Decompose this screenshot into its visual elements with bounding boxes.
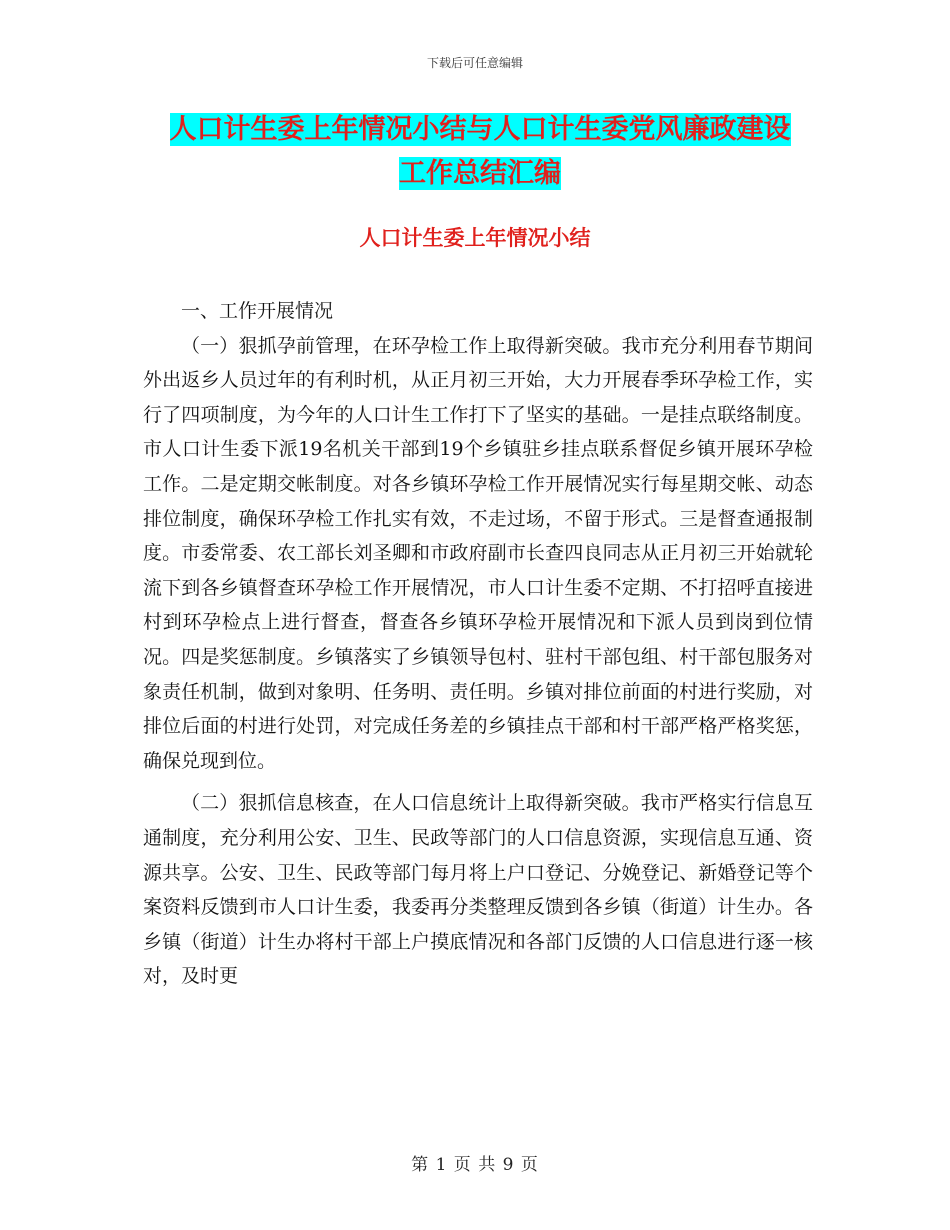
title-highlight-2: 工作总结汇编 bbox=[399, 158, 561, 189]
document-title-line-1 bbox=[150, 110, 810, 150]
paragraph: （一）狠抓孕前管理，在环孕检工作上取得新突破。我市充分利用春节期间外出返乡人员过年的有利时机，从正月初三开始，大力开展春季环孕检工作，实行了四项制度，为今年的人口计生工作打下了坚实的基础。一是挂点联络制度。市人口计生委下派19名机关干部到19个乡镇驻乡挂点联系督促乡镇开展环孕检工作。二是定期交帐制度。对各乡镇环孕检工作开展情况实行每星期交帐、动态排位制度，确保环孕检工作扎实有效，不走过场，不留于形式。三是督查通报制度。市委常委、农工部长刘圣卿和市政府副市长查四良同志从正月初三开始就轮流下到各乡镇督查环孕检工作开展情况，市人口计生委不定期、不打招呼直接进村到环孕检点上进行督查，督查各乡镇环孕检开展情况和下派人员到岗到位情况。四是奖惩制度。乡镇落实了乡镇领导包村、驻村干部包组、村干部包服务对象责任机制，做到对象明、任务明、责任明。乡镇对排位前面的村进行奖励，对排位后面的村进行处罚，对完成任务差的乡镇挂点干部和村干部严格严格奖惩，确保兑现到位。 bbox=[143, 334, 813, 772]
header-note: 下载后可任意编辑 bbox=[426, 56, 523, 70]
paragraph: （二）狠抓信息核查，在人口信息统计上取得新突破。我市严格实行信息互通制度，充分利用公安、卫生、民政等部门的人口信息资源，实现信息互通、资源共享。公安、卫生、民政等部门每月将上户口登记、分娩登记、新婚登记等个案资料反馈到市人口计生委，我委再分类整理反馈到各乡镇（街道）计生办。各乡镇（街道）计生办将村干部上户摸底情况和各部门反馈的人口信息进行逐一核对，及时更 bbox=[143, 792, 813, 988]
section-heading: 一、工作开展情况 bbox=[181, 300, 334, 322]
section-title: 人口计生委上年情况小结 bbox=[359, 225, 591, 250]
document-body bbox=[143, 294, 813, 994]
page-footer: 第 1 页 共 9 页 bbox=[411, 1155, 539, 1175]
document-title-line-2 bbox=[150, 154, 810, 194]
title-highlight-1: 人口计生委上年情况小结与人口计生委党风廉政建设 bbox=[169, 114, 791, 145]
